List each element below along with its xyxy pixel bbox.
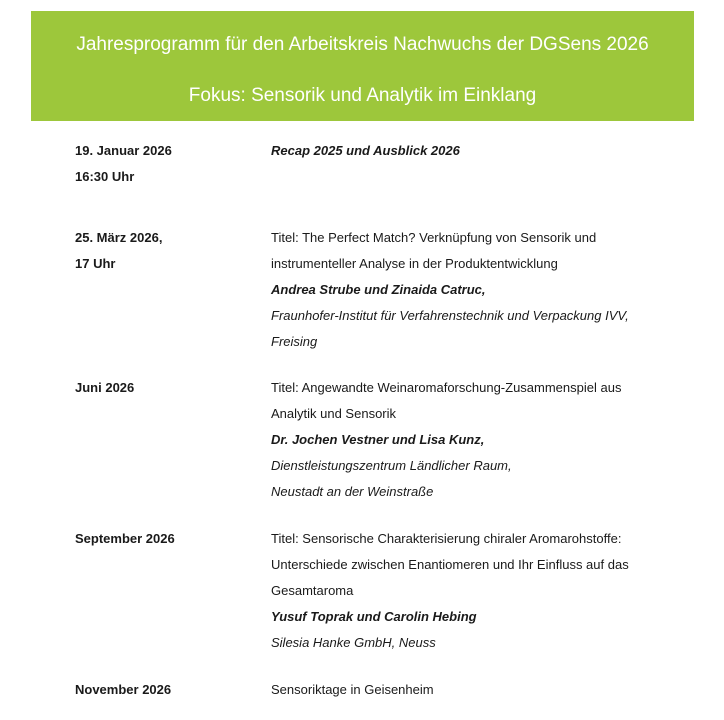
- event-date-line: 25. März 2026,: [75, 230, 163, 245]
- event-date: [75, 526, 255, 552]
- event-date-line: November 2026: [75, 682, 172, 697]
- event-institution-line: Neustadt an der Weinstraße: [271, 484, 434, 499]
- event-date-line: September 2026: [75, 531, 175, 546]
- event-institution-line: Dienstleistungszentrum Ländlicher Raum,: [271, 458, 512, 473]
- event-details: [271, 138, 671, 164]
- event-date: [75, 225, 255, 277]
- event-date: [75, 138, 255, 190]
- event-institution-line: Silesia Hanke GmbH, Neuss: [271, 635, 436, 650]
- event-title-line: instrumenteller Analyse in der Produktentwicklung: [271, 256, 558, 271]
- event-date-line: Juni 2026: [75, 380, 135, 395]
- event-institution-line: Freising: [271, 334, 318, 349]
- program-header: [31, 11, 694, 121]
- event-title-line: Gesamtaroma: [271, 583, 354, 598]
- event-date-line: 19. Januar 2026: [75, 143, 172, 158]
- event-details: [271, 375, 671, 505]
- event-speakers: Dr. Jochen Vestner und Lisa Kunz,: [271, 432, 485, 447]
- event-speakers: Andrea Strube und Zinaida Catruc,: [271, 282, 486, 297]
- program-subtitle: Fokus: Sensorik und Analytik im Einklang: [188, 85, 537, 106]
- event-title-line: Titel: The Perfect Match? Verknüpfung von Sensorik und: [271, 230, 597, 245]
- event-time-line: 17 Uhr: [75, 256, 116, 271]
- event-time-line: 16:30 Uhr: [75, 169, 135, 184]
- event-details: [271, 225, 671, 355]
- event-highlight: Recap 2025 und Ausblick 2026: [271, 143, 460, 158]
- event-title-line: Sensoriktage in Geisenheim: [271, 682, 434, 697]
- event-speakers: Yusuf Toprak und Carolin Hebing: [271, 609, 477, 624]
- event-title-line: Unterschiede zwischen Enantiomeren und Ihr Einfluss auf das: [271, 557, 629, 572]
- event-date: [75, 677, 255, 703]
- event-details: [271, 526, 671, 656]
- program-title: Jahresprogramm für den Arbeitskreis Nachwuchs der DGSens 2026: [76, 34, 649, 55]
- event-title-line: Titel: Sensorische Charakterisierung chiraler Aromarohstoffe:: [271, 531, 622, 546]
- event-title-line: Titel: Angewandte Weinaromaforschung-Zusammenspiel aus: [271, 380, 622, 395]
- event-title-line: Analytik und Sensorik: [271, 406, 397, 421]
- event-date: [75, 375, 255, 401]
- event-institution-line: Fraunhofer-Institut für Verfahrenstechnik und Verpackung IVV,: [271, 308, 629, 323]
- event-details: [271, 677, 671, 703]
